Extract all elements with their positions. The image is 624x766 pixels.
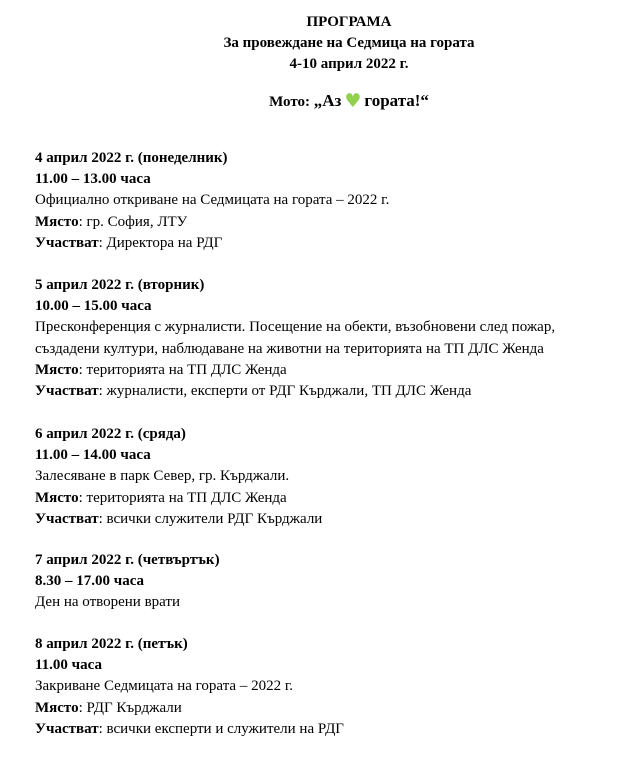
document-subtitle: За провеждане на Седмица на гората <box>223 35 475 51</box>
day-description: Ден на отворени врати <box>35 594 181 611</box>
day-description: Залесяване в парк Север, гр. Кърджали. <box>35 468 290 485</box>
day-time: 8.30 – 17.00 часа <box>35 573 145 590</box>
day-time: 11.00 – 13.00 часа <box>35 171 151 188</box>
day-description: Официално откриване на Седмицата на гората – 2022 г. <box>35 192 390 209</box>
participants-label: Участват <box>35 234 99 251</box>
day-date: 4 април 2022 г. (понеделник) <box>35 150 228 166</box>
participants-label: Участват <box>35 510 99 527</box>
place-label: Място <box>35 361 79 378</box>
day-participants <box>35 381 610 402</box>
place-label: Място <box>35 489 79 506</box>
participants-label: Участват <box>35 720 99 737</box>
day-place <box>35 488 610 509</box>
participants-value: : всички служители РДГ Кърджали <box>98 510 323 527</box>
day-place <box>35 360 610 381</box>
day-place <box>35 212 610 233</box>
participants-label: Участват <box>35 383 99 400</box>
motto-quote-end: гората!“ <box>364 91 429 110</box>
day-section-4 <box>35 550 610 614</box>
motto-quote-start: „Аз <box>313 91 342 110</box>
document-header <box>0 12 624 75</box>
day-section-2 <box>35 275 610 402</box>
day-section-5 <box>35 634 610 740</box>
motto <box>0 90 624 113</box>
place-value: : РДГ Кърджали <box>78 699 182 716</box>
day-place <box>35 698 610 719</box>
day-description: Закриване Седмицата на гората – 2022 г. <box>35 678 294 695</box>
participants-value: : Директора на РДГ <box>98 234 223 251</box>
document-dates: 4-10 април 2022 г. <box>289 56 409 72</box>
day-date: 8 април 2022 г. (петък) <box>35 636 188 652</box>
day-participants <box>35 233 610 254</box>
day-date: 6 април 2022 г. (сряда) <box>35 426 186 442</box>
day-time: 11.00 – 14.00 часа <box>35 447 151 464</box>
place-label: Място <box>35 699 79 716</box>
day-section-3 <box>35 424 610 530</box>
place-value: : гр. София, ЛТУ <box>78 213 188 230</box>
day-date: 5 април 2022 г. (вторник) <box>35 277 205 293</box>
day-time: 11.00 часа <box>35 657 102 674</box>
participants-value: : журналисти, експерти от РДГ Кърджали, ТП ДЛС Женда <box>98 383 472 400</box>
place-label: Място <box>35 213 79 230</box>
day-date: 7 април 2022 г. (четвъртък) <box>35 552 220 568</box>
heart-icon: ♥ <box>344 90 362 112</box>
place-value: : територията на ТП ДЛС Женда <box>78 489 287 506</box>
day-description: Пресконференция с журналисти. Посещение на обекти, възобновени след пожар, създадени култури, наблюдаване на животни на територията на ТП ДЛС Женда <box>35 319 556 357</box>
document-title: ПРОГРАМА <box>306 14 392 30</box>
day-time: 10.00 – 15.00 часа <box>35 298 152 315</box>
day-section-1 <box>35 148 610 254</box>
participants-value: : всички експерти и служители на РДГ <box>98 720 344 737</box>
day-participants <box>35 509 610 530</box>
place-value: : територията на ТП ДЛС Женда <box>78 361 287 378</box>
motto-label: Мото: <box>269 94 310 110</box>
day-participants <box>35 719 610 740</box>
